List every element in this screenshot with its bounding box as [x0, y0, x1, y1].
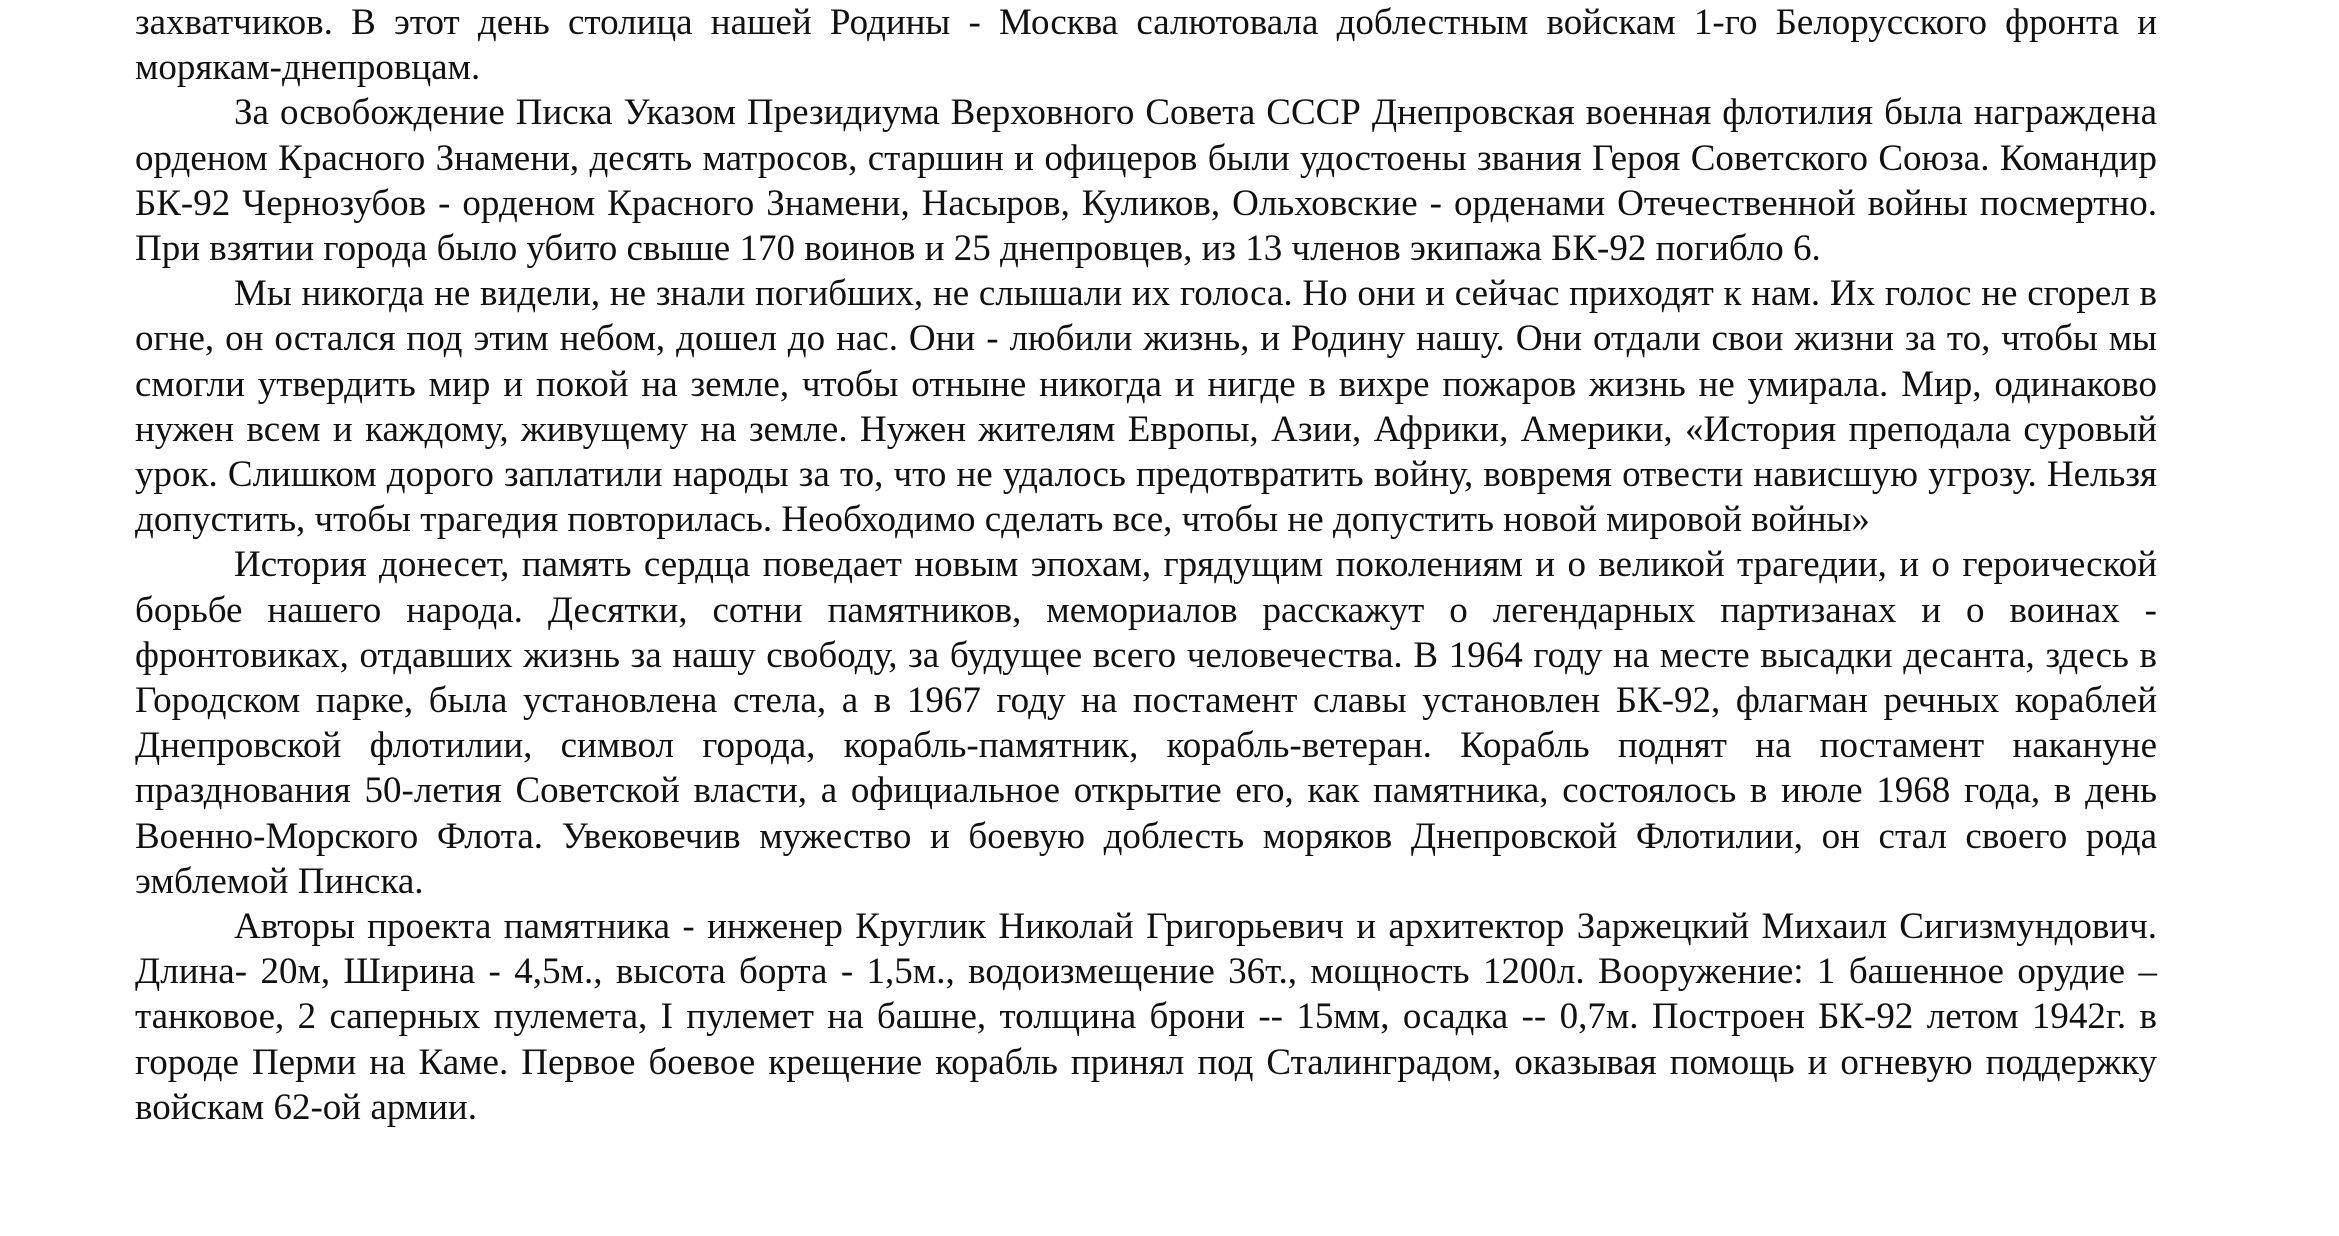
paragraph-monument-specs: Авторы проекта памятника - инженер Круглик Николай Григорьевич и архитектор Заржецкий Михаил Сигизмундович. Длина- 20м, Ширина - 4,5м., высота борта - 1,5м., водоизмещение 36т., мощность 1200л. Вооружение: 1 башенное орудие – танковое, 2 саперных пулемета, I пулемет на башне, толщина брони -- 15мм, осадка -- 0,7м. Построен БК-92 летом 1942г. в городе Перми на Каме. Первое боевое крещение корабль принял под Сталинградом, оказывая помощь и огневую поддержку войскам 62-ой армии.: [135, 906, 2157, 1128]
paragraph-memory-of-fallen: Мы никогда не видели, не знали погибших, не слышали их голоса. Но они и сейчас приходят к нам. Их голос не сгорел в огне, он остался под этим небом, дошел до нас. Они - любили жизнь, и Родину нашу. Они отдали свои жизни за то, чтобы мы смогли утвердить мир и покой на земле, чтобы отныне никогда и нигде в вихре пожаров жизнь не умирала. Мир, одинаково нужен всем и каждому, живущему на земле. Нужен жителям Европы, Азии, Африки, Америки, «История преподала суровый урок. Слишком дорого заплатили народы за то, что не удалось предотвратить войну, вовремя отвести нависшую угрозу. Нельзя допустить, чтобы трагедия повторилась. Необходимо сделать все, чтобы не допустить новой мировой войны»: [135, 273, 2157, 541]
paragraph-monuments: История донесет, память сердца поведает новым эпохам, грядущим поколениям и о великой трагедии, и о героической борьбе нашего народа. Десятки, сотни памятников, мемориалов расскажут о легендарных партизанах и о воинах - фронтовиках, отдавших жизнь за нашу свободу, за будущее всего человечества. В 1964 году на месте высадки десанта, здесь в Городском парке, была установлена стела, а в 1967 году на постамент славы установлен БК-92, флагман речных кораблей Днепровской флотилии, символ города, корабль-памятник, корабль-ветеран. Корабль поднят на постамент накануне празднования 50-летия Советской власти, а официальное открытие его, как памятника, состоялось в июле 1968 года, в день Военно-Морского Флота. Увековечив мужество и боевую доблесть моряков Днепровской Флотилии, он стал своего рода эмблемой Пинска.: [135, 544, 2157, 902]
paragraph-liberation-awards: За освобождение Писка Указом Президиума Верховного Совета СССР Днепровская военная флотилия была награждена орденом Красного Знамени, десять матросов, старшин и офицеров были удостоены звания Героя Советского Союза. Командир БК-92 Чернозубов - орденом Красного Знамени, Насыров, Куликов, Ольховские - орденами Отечественной войны посмертно. При взятии города было убито свыше 170 воинов и 25 днепровцев, из 13 членов экипажа БК-92 погибло 6.: [135, 92, 2157, 270]
document-page: [135, 0, 2157, 1130]
paragraph-continuation: захватчиков. В этот день столица нашей Родины - Москва салютовала доблестным войскам 1-го Белорусского фронта и морякам-днепровцам.: [135, 2, 2157, 89]
